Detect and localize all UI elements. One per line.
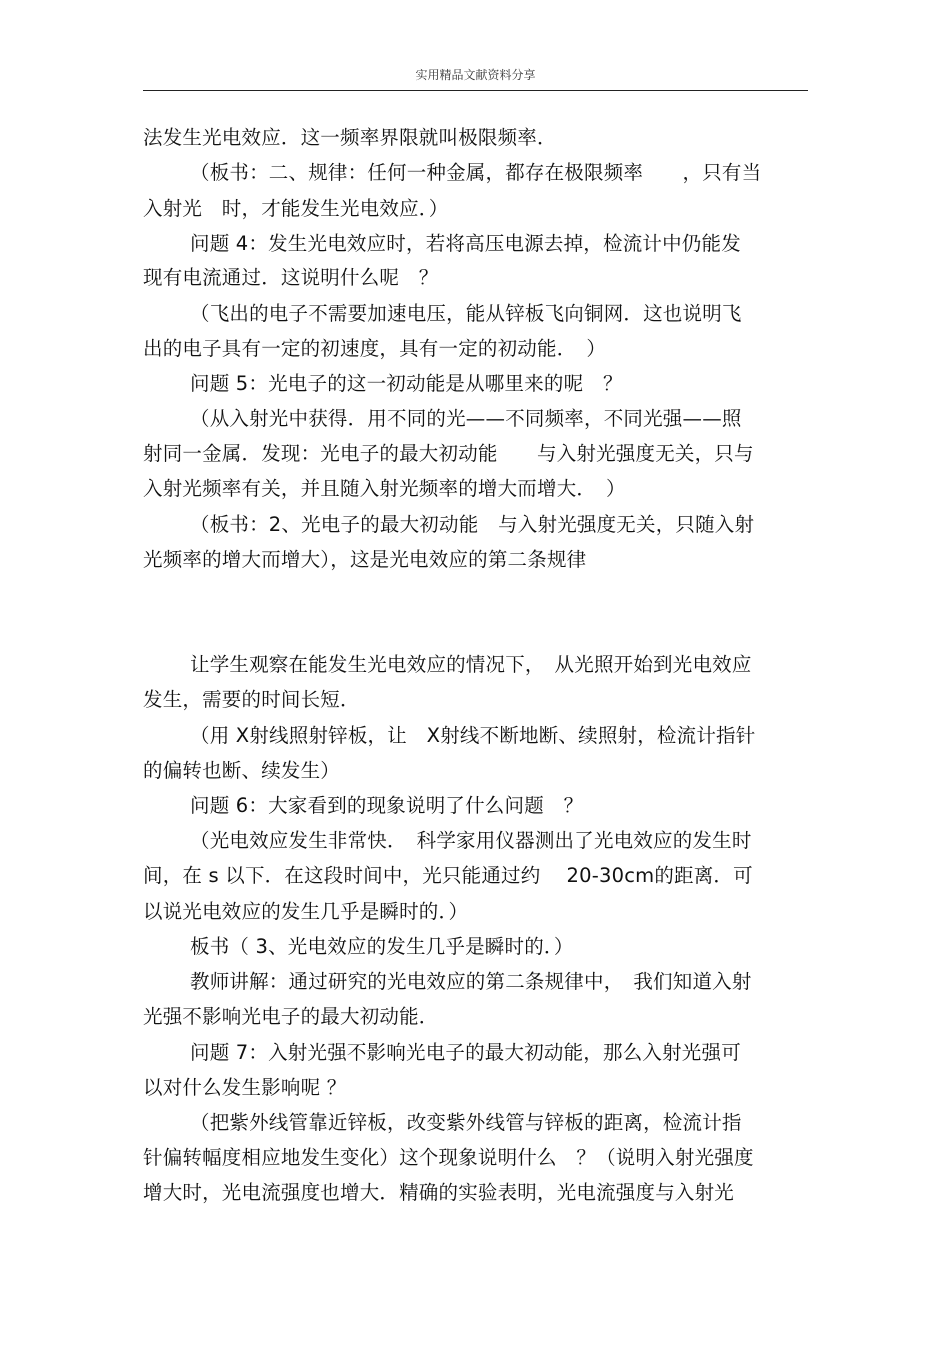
text-line: （把紫外线管靠近锌板，改变紫外线管与锌板的距离，检流计指 (190, 1111, 742, 1134)
text-line: 问题 4：发生光电效应时，若将高压电源去掉，检流计中仍能发 (190, 232, 741, 255)
text-line: （飞出的电子不需要加速电压，能从锌板飞向铜网．这也说明飞 (190, 302, 742, 325)
text-line: 让学生观察在能发生光电效应的情况下， 从光照开始到光电效应 (190, 653, 752, 676)
text-line: 入射光 时，才能发生光电效应．） (143, 197, 449, 220)
text-line: 的偏转也断、续发生） (143, 759, 341, 782)
text-line: （用 X射线照射锌板，让 X射线不断地断、续照射，检流计指针 (190, 724, 756, 747)
text-line: （板书：2、光电子的最大初动能 与入射光强度无关，只随入射 (190, 513, 755, 536)
text-line: 出的电子具有一定的初速度，具有一定的初动能． ） (143, 337, 607, 360)
text-line: 针偏转幅度相应地发生变化）这个现象说明什么 ？（说明入射光强度 (143, 1146, 754, 1169)
text-line: （光电效应发生非常快． 科学家用仪器测出了光电效应的发生时 (190, 829, 752, 852)
text-line: 以对什么发生影响呢 ？ (143, 1076, 347, 1099)
text-line: （从入射光中获得．用不同的光——不同频率，不同光强——照 (190, 407, 742, 430)
header-divider (143, 90, 808, 91)
text-line: 射同一金属．发现：光电子的最大初动能 与入射光强度无关，只与 (143, 442, 754, 465)
text-line: 发生，需要的时间长短． (143, 688, 360, 711)
text-line: 法发生光电效应．这一频率界限就叫极限频率． (143, 126, 557, 149)
text-line: （板书：二、规律：任何一种金属，都存在极限频率 ，只有当 (190, 161, 762, 184)
text-line: 板书（ 3、光电效应的发生几乎是瞬时的．） (190, 935, 574, 958)
text-line: 间，在 s 以下．在这段时间中，光只能通过约 20-30cm的距离．可 (143, 864, 753, 887)
text-line: 问题 5：光电子的这一初动能是从哪里来的呢 ？ (190, 372, 623, 395)
text-line: 光强不影响光电子的最大初动能． (143, 1005, 439, 1028)
text-line: 问题 6：大家看到的现象说明了什么问题 ？ (190, 794, 584, 817)
page-header: 实用精品文献资料分享 (415, 68, 536, 82)
text-line: 入射光频率有关，并且随入射光频率的增大而增大． ） (143, 477, 626, 500)
text-line: 教师讲解：通过研究的光电效应的第二条规律中， 我们知道入射 (190, 970, 752, 993)
text-line: 现有电流通过．这说明什么呢 ？ (143, 266, 439, 289)
text-line: 光频率的增大而增大），这是光电效应的第二条规律 (143, 548, 587, 571)
text-line: 增大时，光电流强度也增大．精确的实验表明，光电流强度与入射光 (143, 1181, 735, 1204)
text-line: 以说光电效应的发生几乎是瞬时的．） (143, 900, 469, 923)
text-line: 问题 7：入射光强不影响光电子的最大初动能，那么入射光强可 (190, 1041, 741, 1064)
